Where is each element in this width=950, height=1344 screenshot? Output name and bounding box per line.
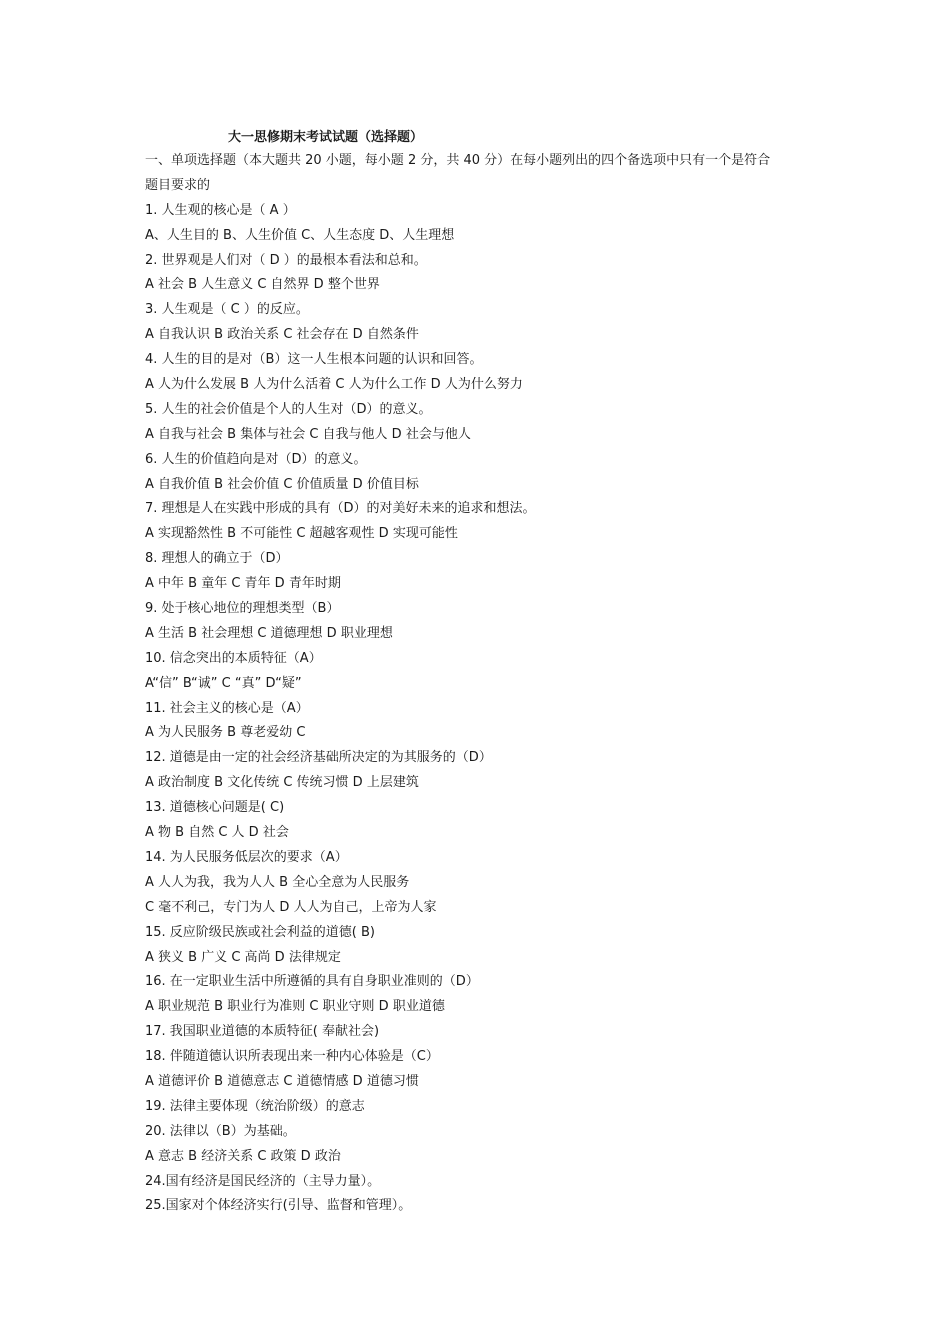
question-18: 18. 伴随道德认识所表现出来一种内心体验是（C） [145,1049,439,1065]
question-19: 19. 法律主要体现（统治阶级）的意志 [145,1098,365,1114]
question-24: 24.国有经济是国民经济的（主导力量）。 [145,1173,381,1189]
options-20: A 意志 B 经济关系 C 政策 D 政治 [145,1148,341,1164]
question-12: 12. 道德是由一定的社会经济基础所决定的为其服务的（D） [145,750,492,766]
options-5: A 自我与社会 B 集体与社会 C 自我与他人 D 社会与他人 [145,426,471,442]
options-1: A、人生目的 B、人生价值 C、人生态度 D、人生理想 [145,227,455,243]
options-11: A 为人民服务 B 尊老爱幼 C [145,725,306,741]
options-16: A 职业规范 B 职业行为准则 C 职业守则 D 职业道德 [145,999,445,1015]
document-title: 大一思修期末考试试题（选择题） [228,130,424,145]
options-10: A“信” B“诚” C “真” D“疑” [145,675,302,691]
options-15: A 狭义 B 广义 C 高尚 D 法律规定 [145,949,341,965]
question-9: 9. 处于核心地位的理想类型（B） [145,601,340,617]
question-4: 4. 人生的目的是对（B）这一人生根本问题的认识和回答。 [145,352,483,368]
question-16: 16. 在一定职业生活中所遵循的具有自身职业准则的（D） [145,974,479,990]
options-8: A 中年 B 童年 C 青年 D 青年时期 [145,576,341,592]
document-body [145,149,815,1219]
question-20: 20. 法律以（B）为基础。 [145,1123,296,1139]
options-3: A 自我认识 B 政治关系 C 社会存在 D 自然条件 [145,327,419,343]
question-8: 8. 理想人的确立于（D） [145,551,289,567]
question-6: 6. 人生的价值趋向是对（D）的意义。 [145,451,367,467]
options-18: A 道德评价 B 道德意志 C 道德情感 D 道德习惯 [145,1073,419,1089]
options-9: A 生活 B 社会理想 C 道德理想 D 职业理想 [145,625,393,641]
question-15: 15. 反应阶级民族或社会利益的道德( B) [145,924,376,940]
question-14: 14. 为人民服务低层次的要求（A） [145,849,348,865]
section-heading-continued: 题目要求的 [145,177,211,193]
options-2: A 社会 B 人生意义 C 自然界 D 整个世界 [145,277,380,293]
options-12: A 政治制度 B 文化传统 C 传统习惯 D 上层建筑 [145,775,419,791]
options-6: A 自我价值 B 社会价值 C 价值质量 D 价值目标 [145,476,419,492]
section-heading: 一、单项选择题（本大题共 20 小题，每小题 2 分，共 40 分）在每小题列出的四个备选项中只有一个是符合 [145,153,771,168]
question-5: 5. 人生的社会价值是个人的人生对（D）的意义。 [145,401,432,417]
question-13: 13. 道德核心问题是( C) [145,800,285,816]
question-3: 3. 人生观是（ C ）的反应。 [145,302,309,318]
question-25: 25.国家对个体经济实行(引导、监督和管理）。 [145,1198,412,1214]
question-7: 7. 理想是人在实践中形成的具有（D）的对美好未来的追求和想法。 [145,501,536,517]
options-4: A 人为什么发展 B 人为什么活着 C 人为什么工作 D 人为什么努力 [145,377,523,393]
options-13: A 物 B 自然 C 人 D 社会 [145,825,289,841]
question-17: 17. 我国职业道德的本质特征( 奉献社会) [145,1024,380,1040]
options-7: A 实现豁然性 B 不可能性 C 超越客观性 D 实现可能性 [145,526,458,542]
question-2: 2. 世界观是人们对（ D ）的最根本看法和总和。 [145,252,427,268]
question-1: 1. 人生观的核心是（ A ） [145,202,296,218]
question-10: 10. 信念突出的本质特征（A） [145,650,322,666]
options-14-part-2: C 毫不利己，专门为人 D 人人为自己，上帝为人家 [145,899,437,915]
options-14-part-1: A 人人为我，我为人人 B 全心全意为人民服务 [145,874,410,890]
question-11: 11. 社会主义的核心是（A） [145,700,309,716]
